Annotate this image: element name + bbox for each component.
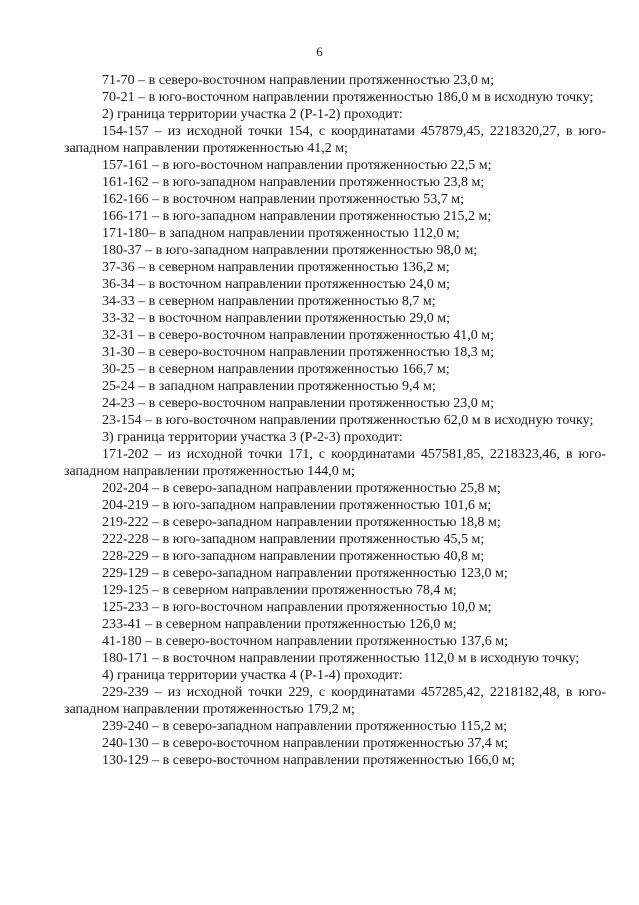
document-paragraph: 229-129 – в северо-западном направлении протяженностью 123,0 м;: [102, 566, 508, 581]
document-paragraph: 222-228 – в юго-западном направлении протяженностью 45,5 м;: [102, 532, 485, 547]
document-paragraph: 129-125 – в северном направлении протяженностью 78,4 м;: [102, 583, 457, 598]
document-paragraph: 31-30 – в северо-восточном направлении протяженностью 18,3 м;: [102, 345, 495, 360]
document-paragraph: 23-154 – в юго-восточном направлении протяженностью 62,0 м в исходную точку;: [102, 413, 594, 428]
document-paragraph: 171-202 – из исходной точки 171, с координатами 457581,85, 2218323,46, в юго-западном направлении протяженностью 144,0 м;: [64, 447, 606, 479]
document-paragraph: 24-23 – в северо-восточном направлении протяженностью 23,0 м;: [102, 396, 495, 411]
document-paragraph: 33-32 – в восточном направлении протяженностью 29,0 м;: [102, 311, 451, 326]
document-paragraph: 233-41 – в северном направлении протяженностью 126,0 м;: [102, 617, 457, 632]
document-paragraph: 30-25 – в северном направлении протяженностью 166,7 м;: [102, 362, 450, 377]
document-paragraph: 36-34 – в восточном направлении протяженностью 24,0 м;: [102, 277, 451, 292]
document-paragraph: 171-180– в западном направлении протяженностью 112,0 м;: [102, 226, 460, 241]
document-paragraph: 3) граница территории участка 3 (Р-2-3) проходит:: [102, 430, 403, 445]
page-number: 6: [316, 44, 323, 59]
document-paragraph: 70-21 – в юго-восточном направлении протяженностью 186,0 м в исходную точку;: [102, 90, 594, 105]
document-paragraph: 41-180 – в северо-восточном направлении протяженностью 137,6 м;: [102, 634, 509, 649]
document-paragraph: 228-229 – в юго-западном направлении протяженностью 40,8 м;: [102, 549, 485, 564]
document-paragraph: 180-171 – в восточном направлении протяженностью 112,0 м в исходную точку;: [102, 651, 580, 666]
document-paragraph: 204-219 – в юго-западном направлении протяженностью 101,6 м;: [102, 498, 492, 513]
document-paragraph: 130-129 – в северо-восточном направлении протяженностью 166,0 м;: [102, 753, 516, 768]
document-paragraph: 2) граница территории участка 2 (Р-1-2) проходит:: [102, 107, 403, 122]
document-paragraph: 32-31 – в северо-восточном направлении протяженностью 41,0 м;: [102, 328, 495, 343]
document-body: [64, 72, 606, 769]
document-paragraph: 157-161 – в юго-восточном направлении протяженностью 22,5 м;: [102, 158, 492, 173]
document-paragraph: 162-166 – в восточном направлении протяженностью 53,7 м;: [102, 192, 465, 207]
document-paragraph: 71-70 – в северо-восточном направлении протяженностью 23,0 м;: [102, 73, 495, 88]
document-paragraph: 219-222 – в северо-западном направлении протяженностью 18,8 м;: [102, 515, 501, 530]
document-paragraph: 166-171 – в юго-западном направлении протяженностью 215,2 м;: [102, 209, 492, 224]
document-paragraph: 229-239 – из исходной точки 229, с координатами 457285,42, 2218182,48, в юго-западном направлении протяженностью 179,2 м;: [64, 685, 606, 717]
document-paragraph: 25-24 – в западном направлении протяженностью 9,4 м;: [102, 379, 436, 394]
document-paragraph: 34-33 – в северном направлении протяженностью 8,7 м;: [102, 294, 436, 309]
document-paragraph: 161-162 – в юго-западном направлении протяженностью 23,8 м;: [102, 175, 485, 190]
document-paragraph: 180-37 – в юго-западном направлении протяженностью 98,0 м;: [102, 243, 478, 258]
document-paragraph: 202-204 – в северо-западном направлении протяженностью 25,8 м;: [102, 481, 501, 496]
document-paragraph: 154-157 – из исходной точки 154, с координатами 457879,45, 2218320,27, в юго-западном направлении протяженностью 41,2 м;: [64, 124, 606, 156]
document-paragraph: 37-36 – в северном направлении протяженностью 136,2 м;: [102, 260, 450, 275]
document-paragraph: 239-240 – в северо-западном направлении протяженностью 115,2 м;: [102, 719, 508, 734]
document-paragraph: 125-233 – в юго-восточном направлении протяженностью 10,0 м;: [102, 600, 492, 615]
document-paragraph: 240-130 – в северо-восточном направлении протяженностью 37,4 м;: [102, 736, 509, 751]
document-paragraph: 4) граница территории участка 4 (Р-1-4) проходит:: [102, 668, 403, 683]
